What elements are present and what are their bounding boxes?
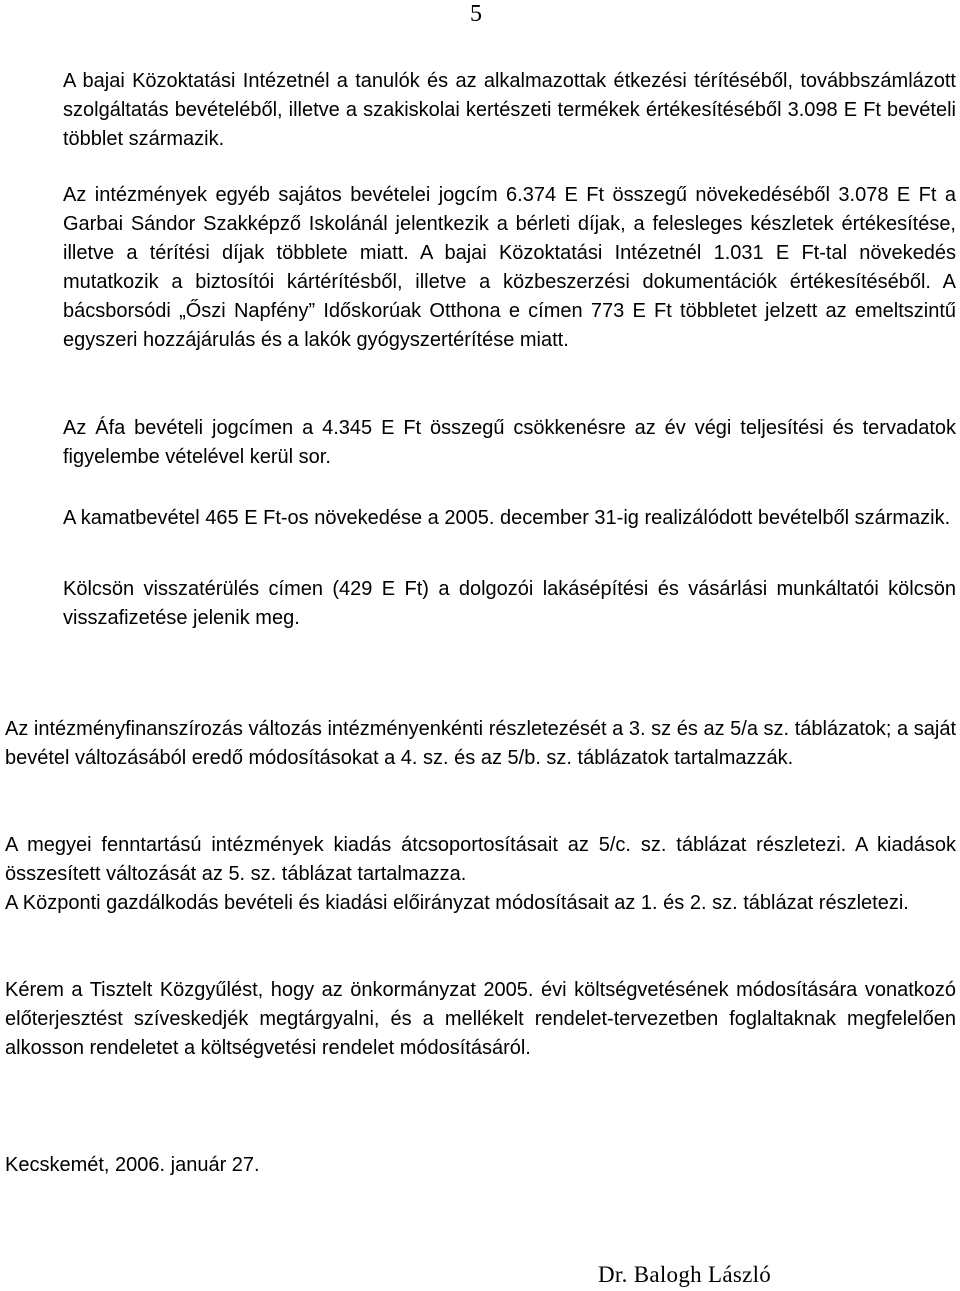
- paragraph-vat-revenue: Az Áfa bevételi jogcímen a 4.345 E Ft összegű csökkenésre az év végi teljesítési és tervadatok figyelembe vételével kerül sor.: [63, 417, 956, 468]
- paragraph-central-management: A Központi gazdálkodás bevételi és kiadási előirányzat módosításait az 1. és 2. sz. táblázat részletezi.: [5, 892, 909, 914]
- place-and-date: Kecskemét, 2006. január 27.: [5, 1154, 260, 1176]
- paragraph-request-to-assembly: Kérem a Tisztelt Közgyűlést, hogy az önkormányzat 2005. évi költségvetésének módosítására vonatkozó előterjesztést szíveskedjék megtárgyalni, és a mellékelt rendelet-tervezetben foglaltaknak megfelelően alkosson rendeletet a költségvetési rendelet módosításáról.: [5, 979, 956, 1059]
- paragraph-bajai-revenue: A bajai Közoktatási Intézetnél a tanulók és az alkalmazottak étkezési térítéséből, továbbszámlázott szolgáltatás bevételéből, illetve a szakiskolai kertészeti termékek értékesítéséből 3.098 E Ft bevételi többlet származik.: [63, 70, 956, 150]
- page-number: 5: [470, 1, 482, 27]
- paragraph-institution-financing: Az intézményfinanszírozás változás intézményenkénti részletezését a 3. sz és az 5/a sz. táblázatok; a saját bevétel változásából eredő módosításokat a 4. sz. és az 5/b. sz. táblázatok tartalmazzák.: [5, 718, 956, 769]
- signature-name: Dr. Balogh László: [598, 1262, 772, 1287]
- paragraph-specific-revenue: Az intézmények egyéb sajátos bevételei jogcím 6.374 E Ft összegű növekedéséből 3.078 E Ft a Garbai Sándor Szakképző Iskolánál jelentkezik a bérleti díjak, a felesleges készletek értékesítése, illetve a térítési díjak többlete miatt. A bajai Közoktatási Intézetnél 1.031 E Ft-tal növekedés mutatkozik a biztosítói kártérítésből, illetve a közbeszerzési dokumentációk értékesítéséből. A bácsborsódi „Őszi Napfény” Időskorúak Otthona e címen 773 E Ft többletet jelzett az emeltszintű egyszeri hozzájárulás és a lakók gyógyszertérítése miatt.: [63, 184, 956, 351]
- paragraph-expenditure-regrouping: A megyei fenntartású intézmények kiadás átcsoportosításait az 5/c. sz. táblázat részletezi. A kiadások összesített változását az 5. sz. táblázat tartalmazza.: [5, 834, 956, 885]
- paragraph-interest-revenue: A kamatbevétel 465 E Ft-os növekedése a 2005. december 31-ig realizálódott bevételből származik.: [63, 507, 951, 529]
- paragraph-loan-repayment: Kölcsön visszatérülés címen (429 E Ft) a dolgozói lakásépítési és vásárlási munkáltatói kölcsön visszafizetése jelenik meg.: [63, 578, 956, 629]
